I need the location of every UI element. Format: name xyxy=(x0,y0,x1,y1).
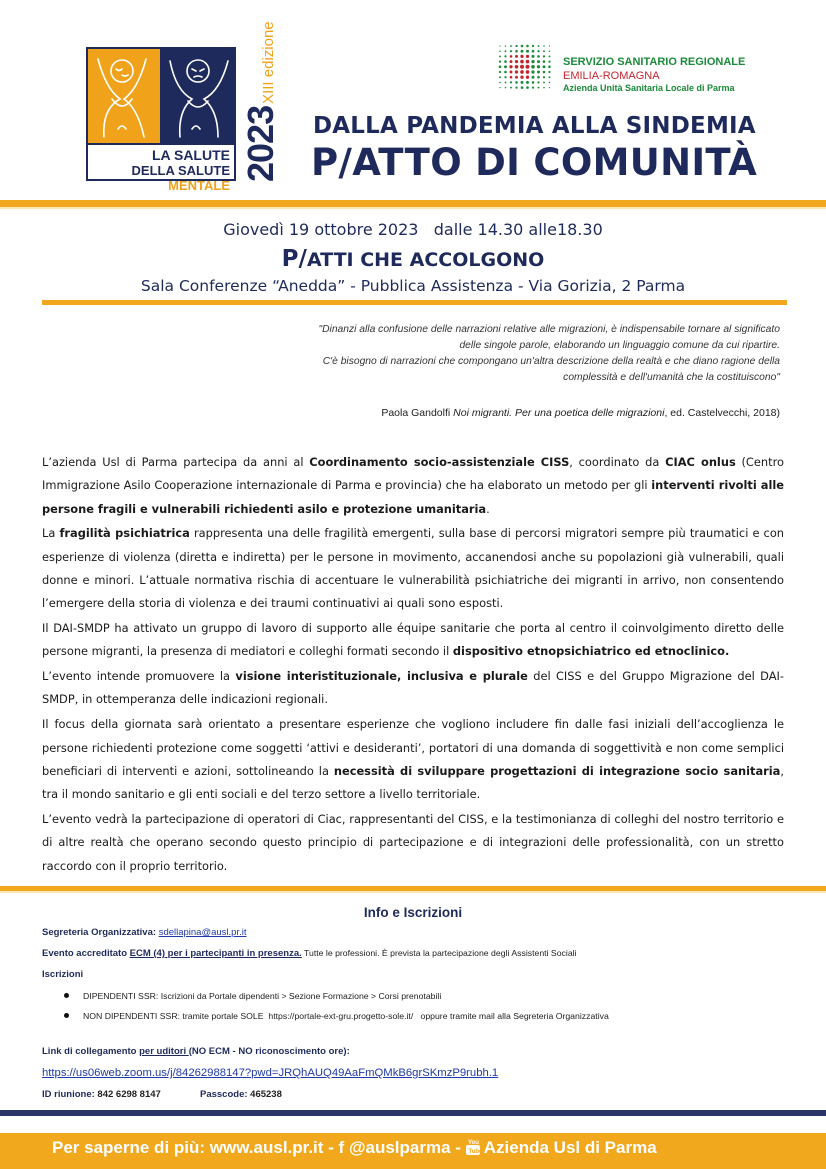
logo-caption xyxy=(88,143,234,193)
facebook-icon: f xyxy=(338,1138,345,1157)
headline-line2: P/ATTO DI COMUNITÀ xyxy=(311,141,758,184)
iscrizioni-label: Iscrizioni xyxy=(42,969,84,980)
headline-line1: DALLA PANDEMIA ALLA SINDEMIA xyxy=(313,113,756,139)
segreteria-line: Segreteria Organizzativa: sdellapina@ausl.pr.it xyxy=(42,927,247,938)
edition-vertical xyxy=(240,21,281,182)
paragraph-1: L’azienda Usl di Parma partecipa da anni al Coordinamento socio-assistenziale CISS, coordinato da CIAC onlus (Centro Immigrazione Asilo Cooperazione internazionale di Parma e provincia) che ha elaborato un metodo per gli interventi rivolti alle persone fragili e vulnerabili richiedenti asilo e protezione umanitaria. xyxy=(42,455,784,516)
year-label: 2023 xyxy=(240,105,281,182)
youtube-icon xyxy=(466,1138,483,1156)
event-place: Sala Conferenze “Anedda” - Pubblica Assistenza - Via Gorizia, 2 Parma xyxy=(140,277,686,295)
edition-label: XIII edizione xyxy=(260,21,277,104)
meeting-id: ID riunione: 842 6298 8147 xyxy=(42,1089,161,1100)
divider-bottom xyxy=(0,1110,826,1116)
divider-top xyxy=(0,200,826,207)
logo-caption-line2: DELLA SALUTE MENTALE xyxy=(131,163,230,193)
session-title: P/ATTI CHE ACCOLGONO xyxy=(281,246,545,272)
paragraph-4: L’evento intende promuovere la visione interistituzionale, inclusiva e plurale del CISS e del Gruppo Migrazione del DAI-SMDP, in ottemperanza delle indicazioni regionali. xyxy=(42,669,784,707)
meeting-passcode: Passcode: 465238 xyxy=(200,1089,282,1100)
event-logo xyxy=(86,47,236,193)
ssr-line3: Azienda Unità Sanitaria Locale di Parma xyxy=(563,83,735,93)
body-text xyxy=(42,451,784,879)
ecm-link[interactable]: ECM (4) per i partecipanti in presenza. xyxy=(129,948,302,959)
svg-text:Tube: Tube xyxy=(468,1148,483,1155)
info-title: Info e Iscrizioni xyxy=(363,905,463,920)
divider-top-shadow xyxy=(0,207,826,209)
ssr-line1: SERVIZIO SANITARIO REGIONALE xyxy=(563,56,746,68)
paragraph-6: L’evento vedrà la partecipazione di operatori di Ciac, rappresentanti del CISS, e la testimonianza di colleghi del nostro territorio e di altre realtà che operano secondo questo principio di partecipazione e di integrazioni delle professionalità, con un stretto raccordo con il proprio territorio. xyxy=(42,811,784,873)
segreteria-email-link[interactable]: sdellapina@ausl.pr.it xyxy=(158,927,247,938)
footer-text: Per saperne di più: www.ausl.pr.it - f @auslparma - You Tube Azienda Usl di Parma xyxy=(52,1138,657,1157)
paragraph-2: La fragilità psichiatrica rappresenta una delle fragilità emergenti, sulla base di percorsi migratori sempre più traumatici e con esperienze di violenza (diretta e indiretta) per le persone in movimento, accanendosi anche su popolazioni già vulnerabili, quali donne e minori. L’attuale normativa rischia di accentuare le vulnerabilità psichiatriche dei migranti in arrivo, non consentendo l’emergere della storia di violenza e dei traumi continuativi ai quali sono esposti. xyxy=(42,526,785,611)
event-date: Giovedì 19 ottobre 2023 dalle 14.30 alle18.30 xyxy=(223,220,603,239)
ecm-line: Evento accreditato ECM (4) per i partecipanti in presenza. Tutte le professioni. È prevista la partecipazione degli Assistenti Sociali xyxy=(42,948,577,959)
logo-figures-icon xyxy=(88,49,234,145)
divider-info-shadow xyxy=(0,891,826,893)
bullet-dipendenti: DIPENDENTI SSR: Iscrizioni da Portale dipendenti > Sezione Formazione > Corsi prenotabili xyxy=(64,991,441,1001)
paragraph-3: Il DAI-SMDP ha attivato un gruppo di lavoro di supporto alle équipe sanitarie che porta al centro il coinvolgimento diretto delle persone migranti, la presenza di mediatori e colleghi formati secondo il dispositivo etnopsichiatrico ed etnoclinico. xyxy=(42,621,784,659)
logo-caption-line1: LA SALUTE xyxy=(151,147,230,163)
svg-text:You: You xyxy=(467,1139,479,1146)
ssr-dots-icon xyxy=(497,43,553,91)
quote-block: "Dinanzi alla confusione delle narrazioni relative alle migrazioni, è indispensabile tornare al significato delle singole parole, elaborando un linguaggio comune da cui ripartire. C'è bisogno di narrazioni che compongano un'altra descrizione della realtà e che diano ragione della complessità e dell'umanità che la costituiscono" xyxy=(318,324,780,383)
zoom-link[interactable]: https://us06web.zoom.us/j/84262988147?pwd=JRQhAUQ49AaFmQMkB6grSKmzP9rubh.1 xyxy=(42,1067,499,1079)
paragraph-5: Il focus della giornata sarà orientato a presentare esperienze che vogliono includere fin dalle fasi iniziali dell’accoglienza le persone richiedenti protezione come soggetti ‘attivi e desideranti’, portatori di una domanda di soggettività e non come semplici beneficiari di interventi e azioni, sottolineando la necessità di sviluppare progettazioni di integrazione socio sanitaria, tra il mondo sanitario e gli enti sociali e del terzo settore a livello territoriale. xyxy=(42,717,784,802)
logo-caption-mentale: MENTALE xyxy=(168,178,230,193)
link-collegamento-label: Link di collegamento per uditori (NO ECM - NO riconoscimento ore): xyxy=(42,1046,350,1057)
bullet-non-dipendenti: NON DIPENDENTI SSR: tramite portale SOLE https://portale-ext-gru.progetto-sole.it/ oppure tramite mail alla Segreteria Organizzativa xyxy=(64,1011,609,1021)
divider-mid xyxy=(42,300,787,305)
quote-citation: Paola Gandolfi Noi migranti. Per una poetica delle migrazioni, ed. Castelvecchi, 2018) xyxy=(381,407,780,419)
ssr-line2: EMILIA-ROMAGNA xyxy=(563,70,660,82)
